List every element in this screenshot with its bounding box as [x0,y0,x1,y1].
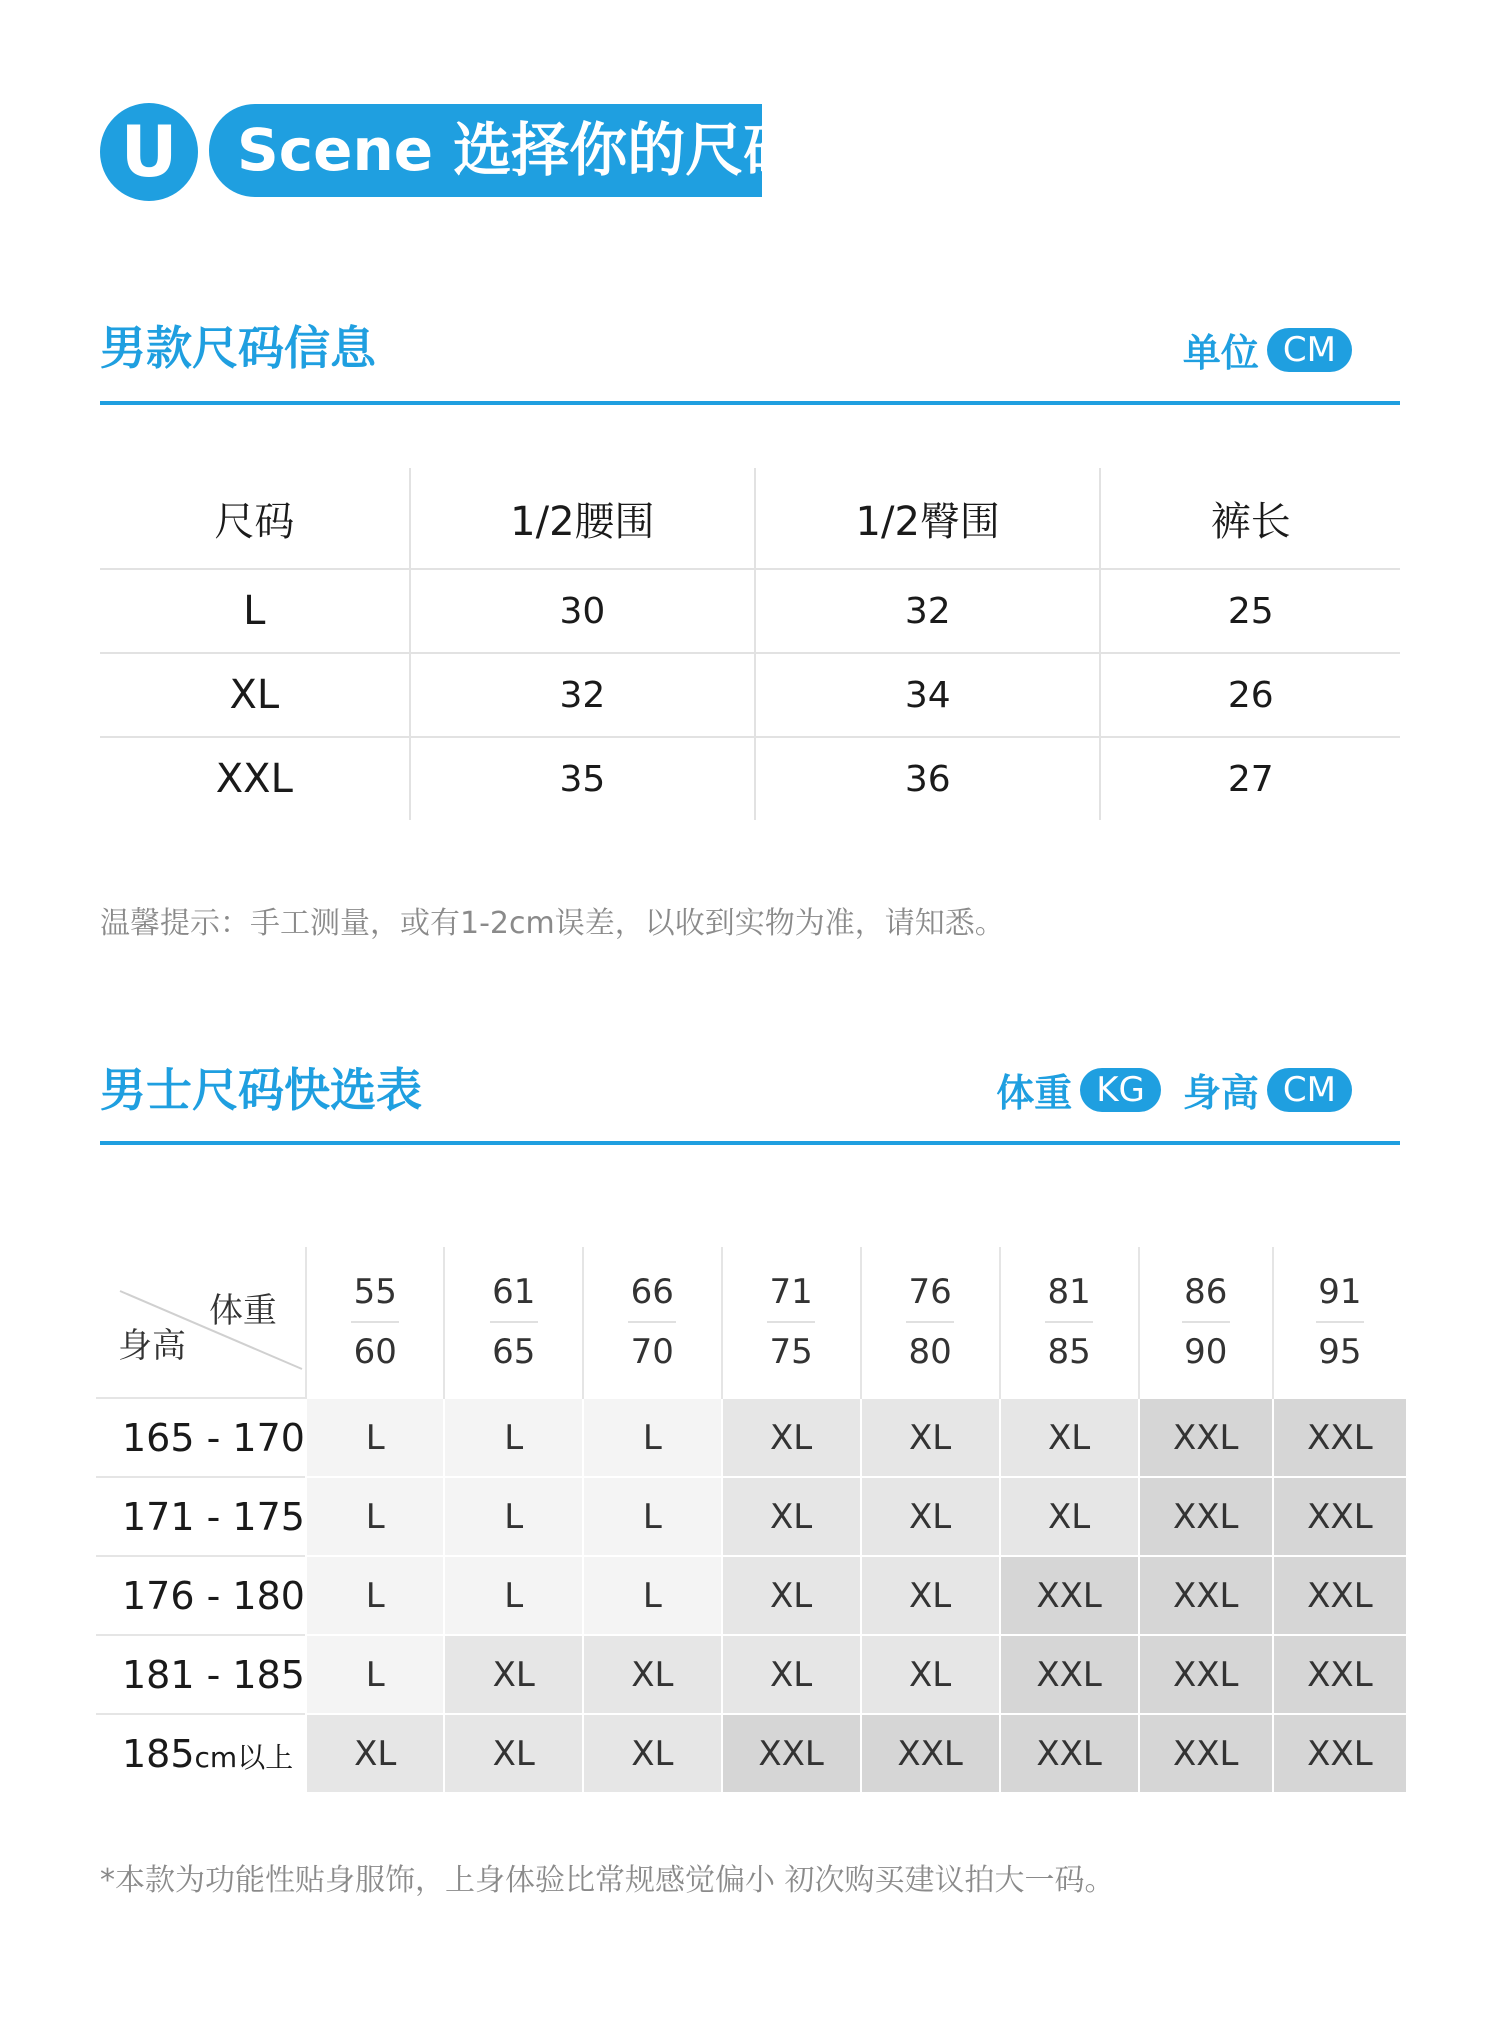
weight-range-header: 71 75 [722,1247,861,1398]
section-title-mens-size-info: 男款尺码信息 [100,321,376,375]
size-cell: L [444,1556,583,1635]
weight-range-header: 86 90 [1139,1247,1273,1398]
size-cell: XXL [861,1714,1000,1792]
size-cell: XL [861,1635,1000,1714]
size-cell: XXL [1273,1714,1406,1792]
size-cell: XL [1000,1398,1139,1477]
size-cell: XXL [1000,1635,1139,1714]
waist-cell: 32 [410,653,755,737]
size-cell: XL [722,1635,861,1714]
size-cell: XXL [1139,1714,1273,1792]
size-cell: L [306,1635,445,1714]
section-divider [100,401,1400,405]
table-row [100,653,1400,737]
size-cell: XL [100,653,410,737]
waist-cell: 30 [410,569,755,653]
header-size: 尺码 [100,468,410,569]
height-range-label: 181 - 185 [96,1635,306,1714]
size-cell: L [306,1398,445,1477]
size-cell: L [583,1556,722,1635]
table-row [96,1398,1406,1477]
size-cell: XL [722,1477,861,1556]
unit-pill-cm: CM [1267,328,1352,372]
header-half-hip: 1/2臀围 [755,468,1100,569]
size-cell: XL [1000,1477,1139,1556]
hip-cell: 34 [755,653,1100,737]
size-cell: XL [444,1635,583,1714]
mens-size-table [100,468,1400,820]
quick-size-table [96,1247,1406,1792]
height-unit-pill: CM [1267,1068,1352,1112]
size-cell: XXL [1273,1635,1406,1714]
size-cell: XL [722,1398,861,1477]
size-cell: XL [861,1477,1000,1556]
hip-cell: 32 [755,569,1100,653]
size-cell: XXL [1139,1635,1273,1714]
weight-range-header: 55 60 [306,1247,445,1398]
table-row [96,1635,1406,1714]
size-table-header-row [100,468,1400,569]
weight-range-header: 81 85 [1000,1247,1139,1398]
size-cell: XXL [722,1714,861,1792]
length-cell: 25 [1100,569,1400,653]
size-cell: XL [583,1635,722,1714]
weight-range-header: 76 80 [861,1247,1000,1398]
size-cell: L [444,1398,583,1477]
size-cell: XL [861,1398,1000,1477]
size-cell: XL [861,1556,1000,1635]
waist-cell: 35 [410,737,755,820]
size-cell: L [583,1477,722,1556]
table-row [100,569,1400,653]
brand-logo-circle: U [100,103,198,201]
length-cell: 27 [1100,737,1400,820]
size-cell: XL [444,1714,583,1792]
height-range-label: 165 - 170 [96,1398,306,1477]
table-row [100,737,1400,820]
corner-height-label: 身高 [118,1326,186,1366]
quick-table-header-row [96,1247,1406,1398]
unit-indicator [1183,322,1352,377]
size-cell: XL [722,1556,861,1635]
size-cell: XXL [1139,1477,1273,1556]
length-cell: 26 [1100,653,1400,737]
size-cell: XXL [1273,1398,1406,1477]
brand-title: Scene 选择你的尺码 [209,104,762,197]
hip-cell: 36 [755,737,1100,820]
weight-range-header: 91 95 [1273,1247,1406,1398]
height-range-label: 176 - 180 [96,1556,306,1635]
corner-weight-label: 体重 [208,1291,277,1331]
size-cell: XXL [1139,1398,1273,1477]
fit-note: *本款为功能性贴身服饰，上身体验比常规感觉偏小 初次购买建议拍大一码。 [100,1863,1115,1898]
unit-label: 单位 [1182,331,1259,375]
measurement-note: 温馨提示：手工测量，或有1-2cm误差，以收到实物为准，请知悉。 [100,906,1005,941]
table-row [96,1477,1406,1556]
table-row [96,1714,1406,1792]
weight-range-header: 66 70 [583,1247,722,1398]
quick-units-indicator [996,1062,1352,1117]
header-half-waist: 1/2腰围 [410,468,755,569]
height-unit-label: 身高 [1182,1071,1259,1115]
size-cell: XXL [1139,1556,1273,1635]
size-cell: XXL [100,737,410,820]
weight-unit-label: 体重 [996,1071,1073,1115]
size-cell: XXL [1000,1556,1139,1635]
size-cell: L [583,1398,722,1477]
size-cell: L [100,569,410,653]
table-row [96,1556,1406,1635]
size-cell: XL [306,1714,445,1792]
height-range-label: 171 - 175 [96,1477,306,1556]
corner-header [96,1247,306,1398]
size-cell: XXL [1273,1556,1406,1635]
height-range-label: 185cm以上 [96,1714,306,1792]
size-cell: XL [583,1714,722,1792]
section-title-quick-select: 男士尺码快选表 [100,1063,422,1117]
size-cell: L [306,1477,445,1556]
weight-unit-pill: KG [1080,1068,1161,1112]
size-cell: L [306,1556,445,1635]
header-pants-length: 裤长 [1100,468,1400,569]
size-cell: L [444,1477,583,1556]
size-cell: XXL [1273,1477,1406,1556]
weight-range-header: 61 65 [444,1247,583,1398]
section-divider [100,1141,1400,1145]
size-cell: XXL [1000,1714,1139,1792]
